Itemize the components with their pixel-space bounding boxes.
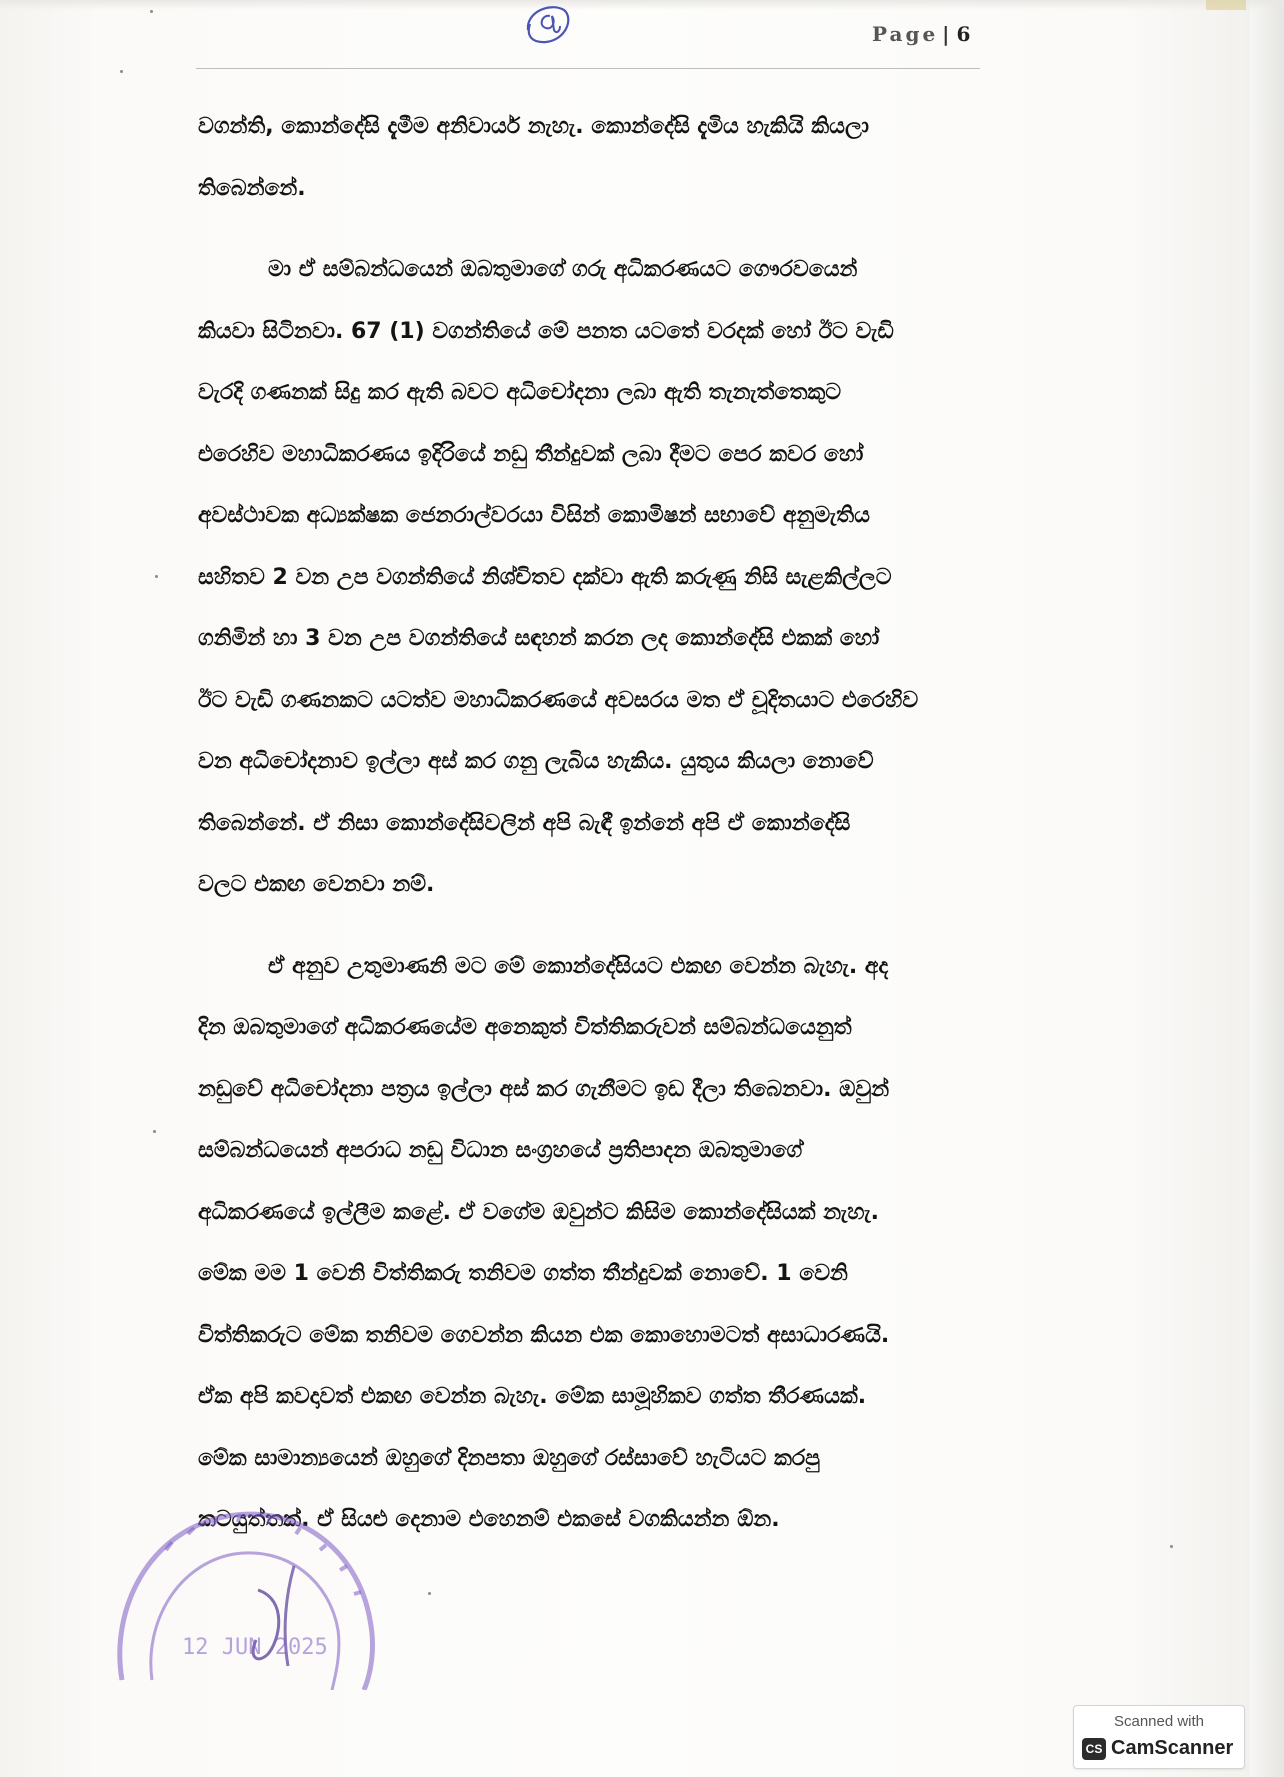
text-line: ගනිමින් හා 3 වන උප වගන්තියේ සඳහන් කරන ලද කොන්දේසි එකක් හෝ <box>198 626 880 651</box>
page-number <box>872 22 973 46</box>
text-line: අධිකරණයේ ඉල්ලීම කළේ. ඒ වගේම ඔවුන්ට කිසිම කොන්දේසියක් නැහැ. <box>198 1199 880 1225</box>
paragraph <box>198 96 980 219</box>
text-line: කටයුත්තක්. ඒ සියළු දෙනාම එහෙනම් එකසේ වගකියන්න ඕන. <box>198 1507 780 1532</box>
scan-top-edge <box>0 0 1284 10</box>
text-line: වැරදි ගණනක් සිදු කර ඇති බවට අධිචෝදනා ලබා ඇති තැනැත්තෙකුට <box>198 380 842 405</box>
text-line: ඒ අනුව උතුමාණනි මට මේ කොන්දේසියට එකඟ වෙන්න බැහැ. අද <box>268 953 889 979</box>
text-line: විත්තිකරුට මේක තනිවම ගෙවන්න කියන එක කොහොමටත් අසාධාරණයි. <box>198 1322 890 1348</box>
camscanner-badge <box>1073 1705 1245 1769</box>
scan-speck <box>155 575 158 578</box>
official-stamp <box>108 1490 408 1690</box>
text-line: වන අධිචෝදනාව ඉල්ලා අස් කර ගනු ලැබිය හැකිය. යුතුය කියලා නොවේ <box>198 749 874 774</box>
stamp-date: 12 JUN 2025 <box>182 1635 328 1660</box>
text-line: දින ඔබතුමාගේ අධිකරණයේම අනෙකුත් විත්තිකරුවන් සම්බන්ධයෙනුත් <box>198 1015 852 1040</box>
text-line: එරෙහිව මහාධිකරණය ඉදිරියේ නඩු තීන්දුවක් ලබා දීමට පෙර කවර හෝ <box>198 441 864 467</box>
text-line: මා ඒ සම්බන්ධයෙන් ඔබතුමාගේ ගරු අධිකරණයට ගෞරවයෙන් <box>268 257 858 282</box>
text-line: නඩුවේ අධිචෝදනා පත්‍රය ඉල්ලා අස් කර ගැනීමට ඉඩ දීලා තිබෙනවා. ඔවුන් <box>198 1076 890 1102</box>
paragraph <box>198 239 980 916</box>
text-line: මේක සාමාන්‍යයෙන් ඔහුගේ දිනපතා ඔහුගේ රස්සාවේ හැටියට කරපු <box>198 1445 821 1471</box>
badge-brand-name: CamScanner <box>1111 1737 1234 1759</box>
text-line: සම්බන්ධයෙන් අපරාධ නඩු විධාන සංග්‍රහයේ ප්‍රතිපාදන ඔබතුමාගේ <box>198 1138 803 1163</box>
corner-tab <box>1206 0 1246 10</box>
scan-speck <box>120 70 123 73</box>
page-edge-shadow <box>1250 0 1284 1777</box>
document-body <box>198 96 980 1551</box>
text-line: ඊට වැඩි ගණනකට යටත්ව මහාධිකරණයේ අවසරය මත ඒ චූදිතයාට එරෙහිව <box>198 687 919 713</box>
text-line: අවස්ථාවක අධ්‍යක්ෂක ජෙනරාල්වරයා විසින් කොමිෂන් සභාවේ අනුමැතිය <box>198 503 870 528</box>
page-number-value: 6 <box>956 22 974 46</box>
page-separator: | <box>942 22 953 46</box>
camscanner-logo-icon: CS <box>1082 1738 1106 1760</box>
text-line: තිබෙන්නේ. <box>198 175 306 201</box>
text-line: තිබෙන්නේ. ඒ නිසා කොන්දේසිවලින් අපි බැඳී ඉන්නේ අපි ඒ කොන්දේසි <box>198 810 851 836</box>
paragraph <box>198 936 980 1551</box>
scan-speck <box>153 1130 156 1133</box>
text-line: වලට එකඟ වෙනවා නම්. <box>198 872 435 897</box>
scan-speck <box>150 10 153 13</box>
text-line: සහිතව 2 වන උප වගන්තියේ නිශ්චිතව දක්වා ඇති කරුණු නිසි සැළකිල්ලට <box>198 564 892 590</box>
text-line: මේක මම 1 වෙනි විත්තිකරු තනිවම ගත්ත තීන්දුවක් නොවේ. 1 වෙනි <box>198 1261 848 1286</box>
badge-caption: Scanned with <box>1113 1713 1205 1730</box>
scan-speck <box>1170 1545 1173 1548</box>
text-line: කියවා සිටිනවා. 67 (1) වගන්තියේ මේ පනත යටතේ වරදක් හෝ ඊට වැඩි <box>198 318 894 344</box>
header-rule <box>196 68 980 69</box>
page-label: Page <box>872 22 939 46</box>
badge-brand <box>1082 1737 1233 1760</box>
text-line: වගන්ති, කොන්දේසි දැමීම අනිවාර්ය නැහැ. කොන්දේසි දැමිය හැකියි කියලා <box>198 114 869 139</box>
text-line: ඒක අපි කවදාවත් එකඟ වෙන්න බැහැ. මේක සාමූහිකව ගත්ත තීරණයක්. <box>198 1384 867 1409</box>
handwritten-initial-mark <box>520 0 574 46</box>
scan-speck <box>428 1592 431 1595</box>
